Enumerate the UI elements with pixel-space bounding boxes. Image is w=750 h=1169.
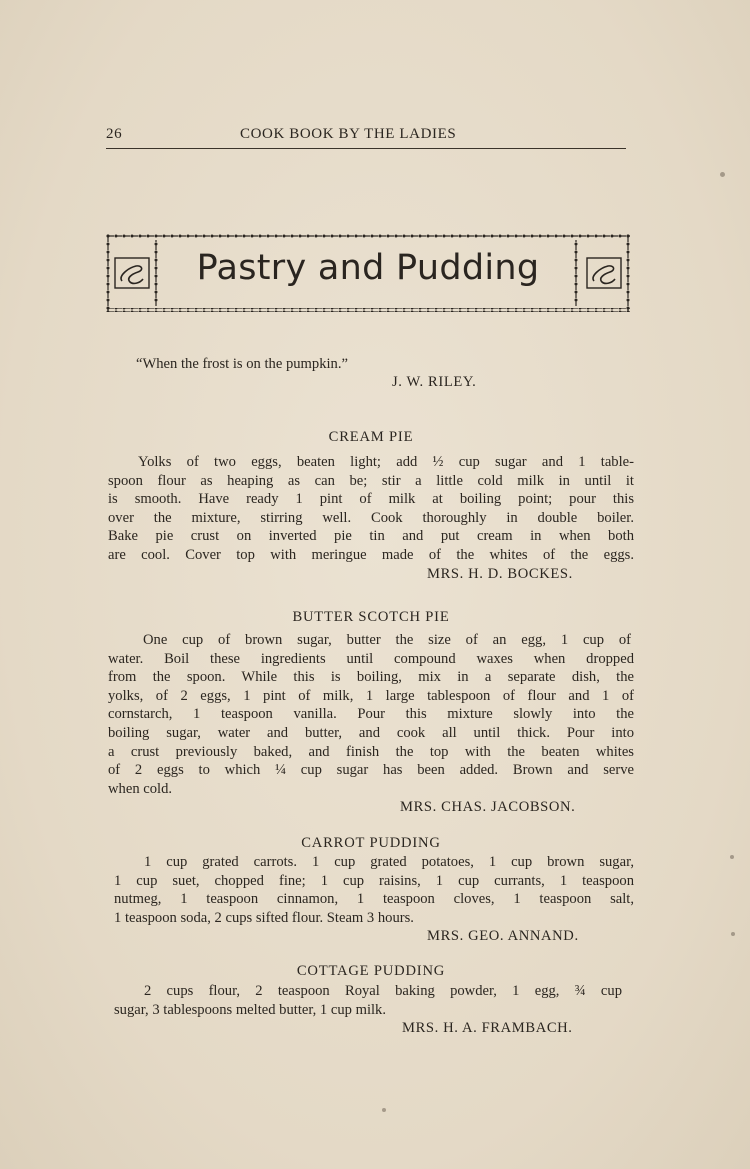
recipe-line: 2 cups flour, 2 teaspoon Royal baking powder, 1 egg, ¾ cup bbox=[144, 983, 622, 999]
recipe-title: CREAM PIE bbox=[328, 429, 414, 445]
recipe-line: 1 cup grated carrots. 1 cup grated potatoes, 1 cup brown sugar, bbox=[144, 854, 634, 870]
recipe-title: CARROT PUDDING bbox=[301, 835, 441, 851]
page-number: 26 bbox=[106, 126, 123, 142]
recipe-line: from the spoon. While this is boiling, mix in a separate dish, the bbox=[108, 669, 634, 686]
paper-speck bbox=[730, 855, 734, 859]
recipe-line: One cup of brown sugar, butter the size of an egg, 1 cup of bbox=[143, 632, 631, 648]
recipe-line: nutmeg, 1 teaspoon cinnamon, 1 teaspoon cloves, 1 teaspoon salt, bbox=[114, 891, 634, 908]
recipe-line: a crust previously baked, and finish the top with the beaten whites bbox=[108, 743, 634, 760]
recipe-line: over the mixture, stirring well. Cook thoroughly in double boiler. bbox=[108, 509, 634, 526]
recipe-author: MRS. CHAS. JACOBSON. bbox=[400, 799, 576, 816]
recipe-line: Yolks of two eggs, beaten light; add ½ cup sugar and 1 table- bbox=[138, 454, 634, 470]
paper-speck bbox=[382, 1108, 386, 1112]
recipe-line: yolks, of 2 eggs, 1 pint of milk, 1 large tablespoon of flour and 1 of bbox=[108, 687, 634, 704]
recipe-author: MRS. GEO. ANNAND. bbox=[427, 928, 579, 945]
section-title: Pastry and Pudding bbox=[196, 248, 540, 288]
running-head bbox=[106, 126, 626, 148]
recipe-line: boiling sugar, water and butter, and cook all until thick. Pour into bbox=[108, 725, 634, 741]
recipe-line: cornstarch, 1 teaspoon vanilla. Pour this mixture slowly into the bbox=[108, 706, 634, 723]
recipe-line: sugar, 3 tablespoons melted butter, 1 cup milk. bbox=[114, 1001, 387, 1018]
recipe-line: spoon flour as heaping as can be; stir a little cold milk in until it bbox=[108, 472, 634, 489]
running-title: COOK BOOK BY THE LADIES bbox=[240, 126, 457, 142]
header-rule bbox=[106, 148, 626, 149]
recipe-author: MRS. H. A. FRAMBACH. bbox=[402, 1020, 573, 1037]
recipe-line: Bake pie crust on inverted pie tin and put cream in when both bbox=[108, 528, 634, 545]
recipe-line: water. Boil these ingredients until compound waxes when dropped bbox=[108, 650, 634, 667]
recipe-line: when cold. bbox=[108, 780, 173, 797]
paper-speck bbox=[720, 172, 725, 177]
epigraph-author: J. W. RILEY. bbox=[392, 374, 477, 390]
epigraph-quote: “When the frost is on the pumpkin.” bbox=[136, 356, 348, 372]
recipe-line: are cool. Cover top with meringue made of the whites of the eggs. bbox=[108, 547, 634, 563]
recipe-line: 1 cup suet, chopped fine; 1 cup raisins, 1 cup currants, 1 teaspoon bbox=[114, 872, 634, 889]
recipe-line: is smooth. Have ready 1 pint of milk at boiling point; pour this bbox=[108, 491, 634, 508]
recipe-line: of 2 eggs to which ¼ cup sugar has been added. Brown and serve bbox=[108, 762, 634, 779]
recipe-title: COTTAGE PUDDING bbox=[296, 963, 446, 979]
recipe-title: BUTTER SCOTCH PIE bbox=[292, 609, 450, 625]
recipe-line: 1 teaspoon soda, 2 cups sifted flour. Steam 3 hours. bbox=[114, 909, 414, 926]
recipe-author: MRS. H. D. BOCKES. bbox=[427, 565, 573, 582]
section-banner bbox=[106, 234, 630, 312]
paper-speck bbox=[731, 932, 735, 936]
